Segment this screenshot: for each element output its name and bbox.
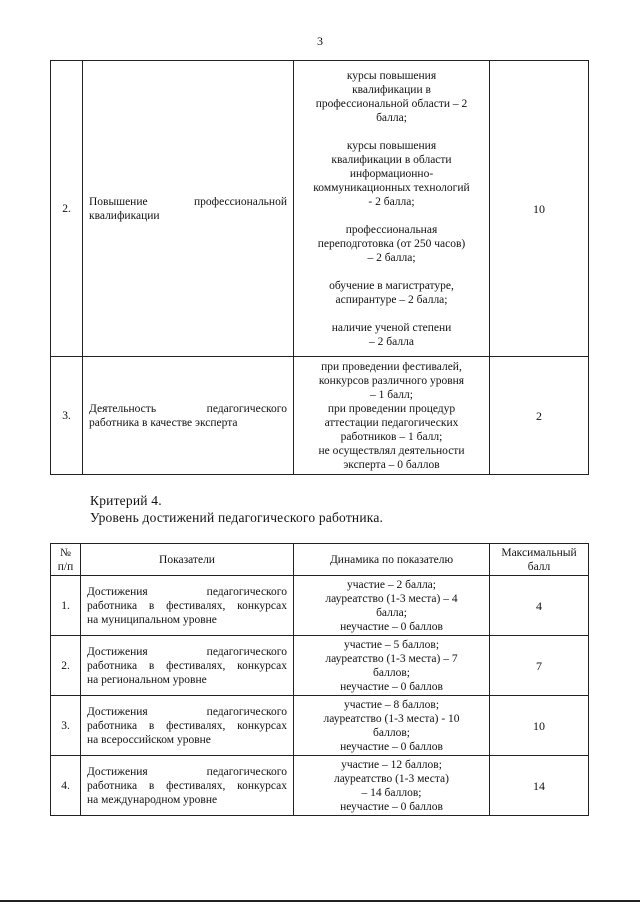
dynamics-line: эксперта – 0 баллов (343, 458, 440, 471)
dynamics-line: коммуникационных технологий (313, 181, 470, 194)
dynamics-cell (294, 61, 490, 357)
dynamics-line: работников – 1 балл; (340, 430, 443, 443)
page-bottom-border (0, 900, 640, 902)
indicator-line: на международном уровне (87, 793, 218, 806)
dynamics-line: курсы повышения (346, 139, 437, 152)
dynamics-cell (294, 756, 490, 816)
dynamics-line: конкурсов различного уровня (318, 374, 465, 387)
indicator-cell (83, 61, 294, 357)
dynamics-line: баллов; (373, 666, 410, 679)
dynamics-line: неучастие – 0 баллов (340, 680, 443, 693)
row-number: 4. (51, 756, 81, 816)
criterion-title: Критерий 4. (90, 493, 162, 508)
indicator-line: Деятельность педагогического (89, 402, 287, 415)
indicator-line: Достижения педагогического (87, 705, 287, 718)
row-number: 3. (51, 696, 81, 756)
table-row (51, 756, 589, 816)
dynamics-line: – 14 баллов; (361, 786, 422, 799)
header-num: № п/п (51, 544, 81, 576)
dynamics-cell (294, 357, 490, 475)
indicator-cell (81, 576, 294, 636)
table-header (51, 544, 589, 576)
indicator-line: на региональном уровне (87, 673, 207, 686)
dynamics-line: участие – 12 баллов; (341, 758, 442, 771)
dynamics-line: неучастие – 0 баллов (340, 620, 443, 633)
header-max-score: Максимальный балл (490, 544, 589, 576)
dynamics-cell (294, 696, 490, 756)
achievements-table (50, 543, 589, 816)
dynamics-line: при проведении процедур (327, 402, 456, 415)
indicator-line: на муниципальном уровне (87, 613, 217, 626)
row-number: 1. (51, 576, 81, 636)
indicator-line: Достижения педагогического (87, 585, 287, 598)
dynamics-line: участие – 2 балла; (347, 578, 436, 591)
dynamics-line: курсы повышения (346, 69, 437, 82)
dynamics-line: квалификации в области (331, 153, 452, 166)
indicator-line: работника в качестве эксперта (89, 416, 238, 429)
table-row (51, 636, 589, 696)
table-row (51, 61, 589, 357)
dynamics-line: профессиональная (345, 223, 438, 236)
max-score: 7 (490, 636, 589, 696)
row-number: 2. (51, 636, 81, 696)
indicator-line: Достижения педагогического (87, 765, 287, 778)
dynamics-line: переподготовка (от 250 часов) (317, 237, 466, 250)
page-number: 3 (317, 34, 323, 48)
table-row (51, 696, 589, 756)
dynamics-line: профессиональной области – 2 (315, 97, 468, 110)
row-number: 3. (51, 357, 83, 475)
dynamics-cell (294, 576, 490, 636)
dynamics-gap (298, 307, 485, 321)
dynamics-line: лауреатство (1-3 места) – 7 (325, 652, 458, 665)
indicator-line: на всероссийском уровне (87, 733, 211, 746)
indicator-cell (81, 636, 294, 696)
max-score: 10 (490, 61, 589, 357)
dynamics-line: балла; (376, 111, 407, 124)
criteria-table-continued (50, 60, 589, 475)
indicator-line: квалификации (89, 209, 160, 222)
dynamics-line: наличие ученой степени (331, 321, 452, 334)
max-score: 4 (490, 576, 589, 636)
dynamics-line: лауреатство (1-3 места) (334, 772, 449, 785)
dynamics-line: баллов; (373, 726, 410, 739)
criterion-heading (90, 492, 383, 526)
max-score: 2 (490, 357, 589, 475)
indicator-cell (81, 696, 294, 756)
dynamics-line: балла; (376, 606, 407, 619)
dynamics-gap (298, 209, 485, 223)
dynamics-line: неучастие – 0 баллов (340, 740, 443, 753)
dynamics-line: аттестации педагогических (324, 416, 459, 429)
indicator-cell (83, 357, 294, 475)
dynamics-line: лауреатство (1-3 места) - 10 (323, 712, 460, 725)
max-score: 10 (490, 696, 589, 756)
indicator-line: работника в фестивалях, конкурсах (87, 659, 287, 672)
dynamics-cell (294, 636, 490, 696)
criterion-subtitle: Уровень достижений педагогического работника. (90, 510, 384, 525)
dynamics-line: не осуществлял деятельности (318, 444, 465, 457)
indicator-line: работника в фестивалях, конкурсах (87, 599, 287, 612)
dynamics-line: лауреатство (1-3 места) – 4 (325, 592, 458, 605)
header-indicator: Показатели (81, 544, 294, 576)
indicator-line: работника в фестивалях, конкурсах (87, 719, 287, 732)
indicator-line: Достижения педагогического (87, 645, 287, 658)
dynamics-line: обучение в магистратуре, (329, 279, 454, 292)
row-number: 2. (51, 61, 83, 357)
dynamics-line: информационно- (349, 167, 434, 180)
dynamics-line: участие – 5 баллов; (343, 638, 440, 651)
header-dynamics: Динамика по показателю (294, 544, 490, 576)
dynamics-line: квалификации в (352, 83, 431, 96)
dynamics-line: - 2 балла; (368, 195, 415, 208)
table-row (51, 576, 589, 636)
dynamics-line: – 2 балла (369, 335, 414, 348)
dynamics-line: неучастие – 0 баллов (340, 800, 443, 813)
dynamics-line: – 1 балл; (370, 388, 413, 401)
dynamics-line: аспирантуре – 2 балла; (335, 293, 448, 306)
dynamics-gap (298, 265, 485, 279)
max-score: 14 (490, 756, 589, 816)
indicator-cell (81, 756, 294, 816)
dynamics-line: участие – 8 баллов; (343, 698, 440, 711)
dynamics-line: – 2 балла; (367, 251, 416, 264)
indicator-line: работника в фестивалях, конкурсах (87, 779, 287, 792)
indicator-line: Повышение профессиональной (89, 195, 287, 208)
table-row (51, 357, 589, 475)
dynamics-gap (298, 125, 485, 139)
dynamics-line: при проведении фестивалей, (321, 360, 462, 373)
